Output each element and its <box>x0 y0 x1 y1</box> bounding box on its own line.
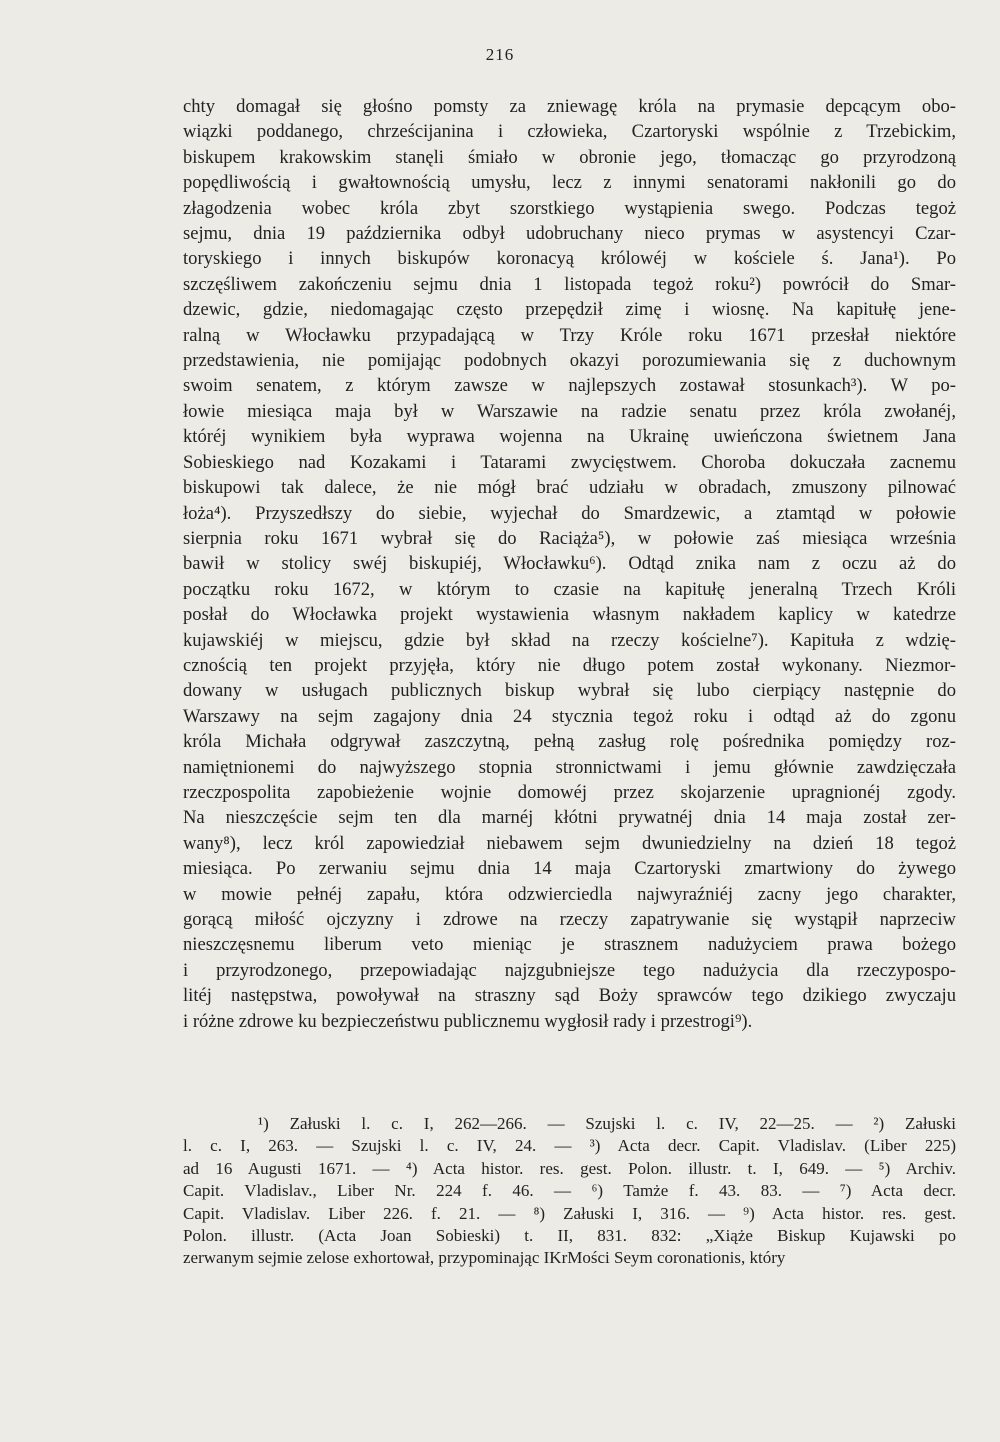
footnote-line: Polon. illustr. (Acta Joan Sobieski) t. II, 831. 832: „Xiąże Biskup Kujawski po <box>183 1226 956 1246</box>
text-line: Warszawy na sejm zagajony dnia 24 stycznia tegoż roku i odtąd aż do zgonu <box>183 705 956 727</box>
text-line: posłał do Włocławka projekt wystawienia własnym nakładem kaplicy w katedrze <box>183 604 956 626</box>
text-line: dowany w usługach publicznych biskup wybrał się lubo cierpiący następnie do <box>183 680 956 702</box>
footnote-line: l. c. I, 263. — Szujski l. c. IV, 24. — ³) Acta decr. Capit. Vladislav. (Liber 225) <box>183 1136 956 1156</box>
text-line: wiązki poddanego, chrześcijanina i człowieka, Czartoryski wspólnie z Trzebickim, <box>183 121 956 143</box>
footnote-line: Capit. Vladislav., Liber Nr. 224 f. 46. — ⁶) Tamże f. 43. 83. — ⁷) Acta decr. <box>183 1181 956 1201</box>
text-line: wany⁸), lecz król zapowiedział niebawem sejm dwuniedzielny na dzień 18 tegoż <box>183 832 956 854</box>
text-line: kujawskiéj w miejscu, gdzie był skład na rzeczy kościelne⁷). Kapituła z wdzię- <box>183 629 956 651</box>
text-line: szczęśliwem zakończeniu sejmu dnia 1 listopada tegoż roku²) powrócił do Smar- <box>183 273 956 295</box>
text-line: i przyrodzonego, przepowiadając najzgubniejsze tego nadużycia dla rzeczypospo- <box>183 959 956 981</box>
text-line: sierpnia roku 1671 wybrał się do Raciąża⁵), w połowie zaś miesiąca września <box>183 527 956 549</box>
text-line: swoim senatem, z którym zawsze w najlepszych zostawał stosunkach³). W po- <box>183 375 956 397</box>
text-line: ralną w Włocławku przypadającą w Trzy Króle roku 1671 przesłał niektóre <box>183 324 956 346</box>
text-line: miesiąca. Po zerwaniu sejmu dnia 14 maja Czartoryski zmartwiony do żywego <box>183 858 956 880</box>
footnote-line: ad 16 Augusti 1671. — ⁴) Acta histor. res. gest. Polon. illustr. t. I, 649. — ⁵) Archiv. <box>183 1158 956 1178</box>
text-line: namiętnionemi do najwyższego stopnia stronnictwami i jemu głównie zawdzięczała <box>183 756 956 778</box>
text-line: bawił w stolicy swéj biskupiéj, Włocławku⁶). Odtąd znika nam z oczu aż do <box>183 553 956 575</box>
text-line: któréj wynikiem była wyprawa wojenna na Ukrainę uwieńczona świetnem Jana <box>183 426 956 448</box>
text-line: nieszczęsnemu liberum veto mieniąc je strasznem nadużyciem prawa bożego <box>183 934 956 956</box>
text-line: litéj następstwa, powoływał na straszny sąd Boży sprawców tego dzikiego zwyczaju <box>183 985 956 1007</box>
text-line: króla Michała odgrywał zaszczytną, pełną zasług rolę pośrednika pomiędzy roz- <box>183 731 956 753</box>
text-line: sejmu, dnia 19 października odbył udobruchany nieco prymas w asystencyi Czar- <box>183 223 956 245</box>
text-line: biskupem krakowskim stanęli śmiało w obronie jego, tłomacząc go przyrodzoną <box>183 146 956 168</box>
text-line: łowie miesiąca maja był w Warszawie na radzie senatu przez króla zwołanéj, <box>183 400 956 422</box>
text-line: biskupowi tak dalece, że nie mógł brać udziału w obradach, zmuszony pilnować <box>183 477 956 499</box>
text-line: chty domagał się głośno pomsty za zniewagę króla na prymasie depcącym obo- <box>183 96 956 117</box>
text-line: początku roku 1672, w którym to czasie na kapitułę jeneralną Trzech Króli <box>183 578 956 600</box>
text-line: i różne zdrowe ku bezpieczeństwu publicznemu wygłosił rady i przestrogi⁹). <box>183 1010 753 1032</box>
text-line: Na nieszczęście sejm ten dla marnéj kłótni prywatnéj dnia 14 maja został zer- <box>183 807 956 829</box>
footnote-line: Capit. Vladislav. Liber 226. f. 21. — ⁸) Załuski I, 316. — ⁹) Acta histor. res. gest. <box>183 1203 956 1223</box>
text-line: cznością ten projekt przyjęła, który nie długo potem został wykonany. Niezmor- <box>183 654 956 676</box>
text-line: przedstawienia, nie pomijając podobnych okazyi porozumiewania się z duchownym <box>183 350 956 372</box>
text-line: toryskiego i innych biskupów koronacyą królowéj w kościele ś. Jana¹). Po <box>183 248 956 270</box>
footnote-line: ¹) Załuski l. c. I, 262—266. — Szujski l. c. IV, 22—25. — ²) Załuski <box>258 1114 956 1133</box>
footnote-line: zerwanym sejmie zelose exhortował, przypominając IKrMości Seym coronationis, który <box>183 1248 786 1268</box>
text-line: złagodzenia wobec króla zbyt szorstkiego wystąpienia swego. Podczas tegoż <box>183 197 956 219</box>
text-line: w mowie pełnéj zapału, która odzwierciedla najwyraźniéj zacny jego charakter, <box>183 883 956 905</box>
text-line: Sobieskiego nad Kozakami i Tatarami zwycięstwem. Choroba dokuczała zacnemu <box>183 451 956 473</box>
footnotes <box>183 1113 956 1270</box>
text-line: rzeczpospolita zapobieżenie wojnie domowéj przez skojarzenie upragnionéj zgody. <box>183 781 956 803</box>
text-line: gorącą miłość ojczyzny i zdrowe na rzeczy zapatrywanie się wystąpił naprzeciw <box>183 909 956 930</box>
text-line: dzewic, gdzie, niedomagając często przepędził zimę i wiosnę. Na kapitułę jene- <box>183 299 956 321</box>
page-number: 216 <box>485 45 515 64</box>
text-line: popędliwością i gwałtownością umysłu, lecz z innymi senatorami nakłonili go do <box>183 172 956 194</box>
text-line: łoża⁴). Przyszedłszy do siebie, wyjechał do Smardzewic, a ztamtąd w połowie <box>183 502 956 524</box>
main-text <box>183 94 956 1034</box>
